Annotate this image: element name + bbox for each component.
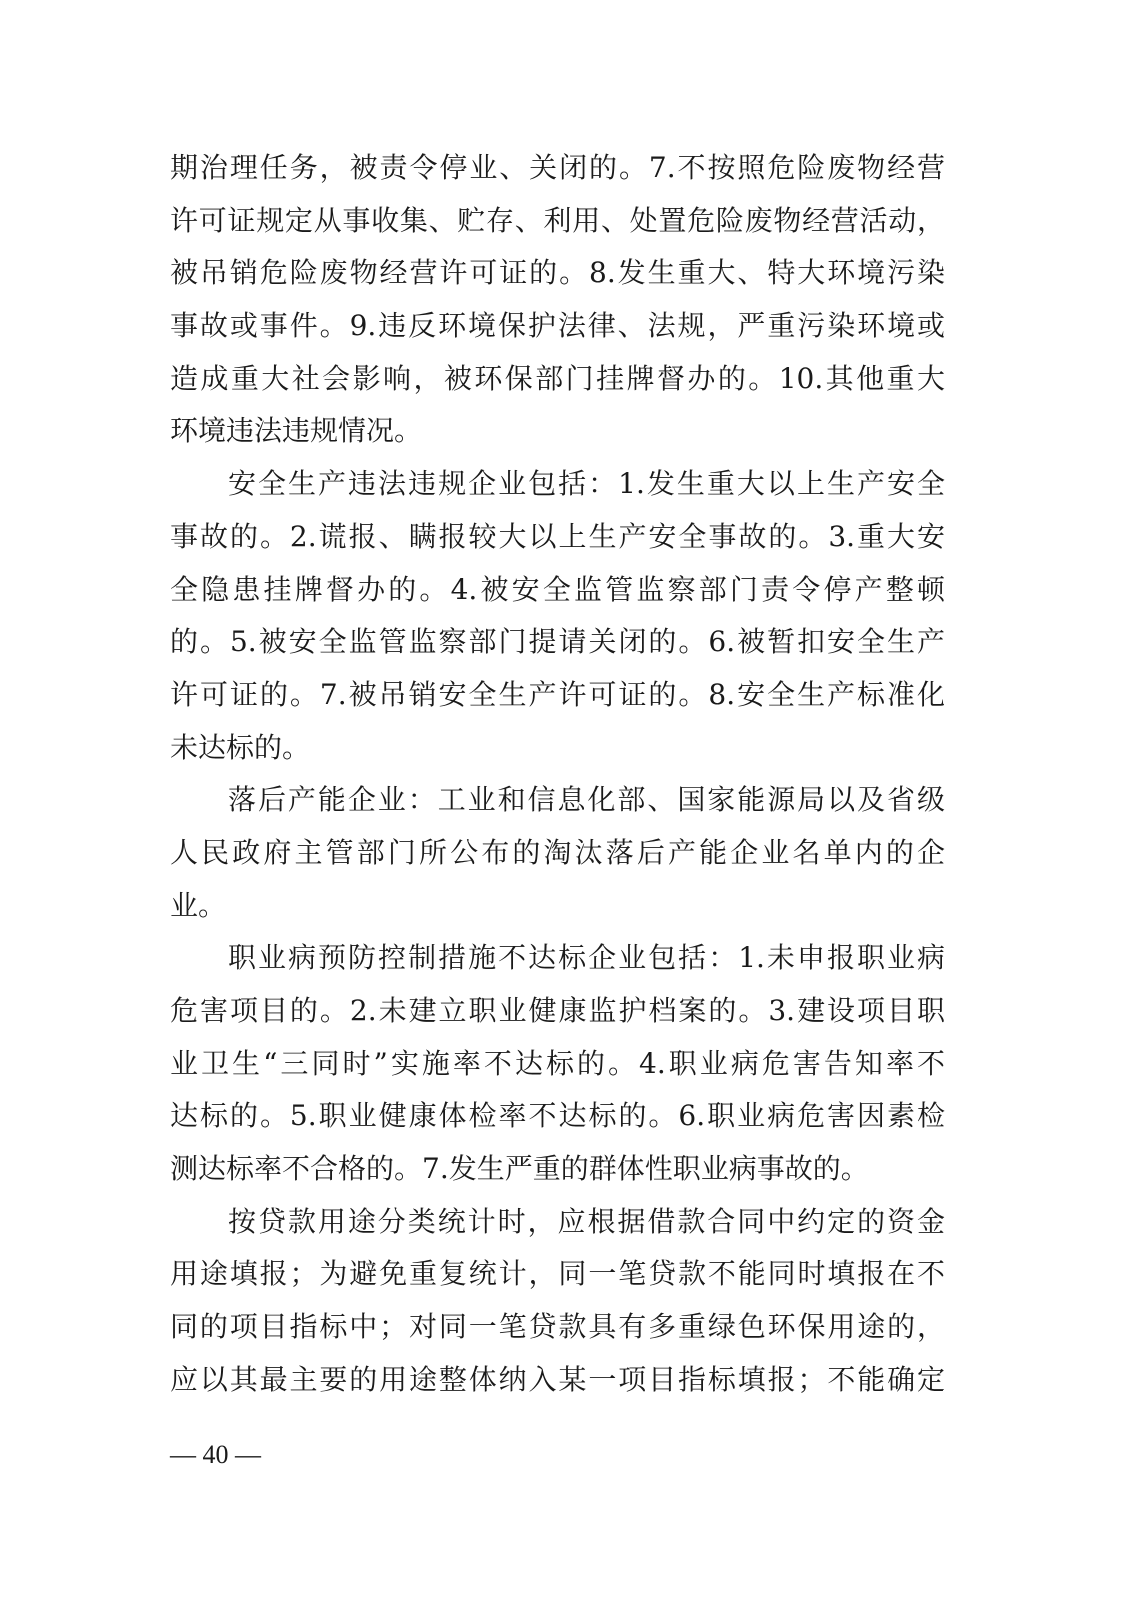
body-text (170, 142, 945, 1407)
text-line: 事故或事件。9.违反环境保护法律、法规，严重污染环境或 (170, 309, 945, 343)
text-line: 未达标的。 (170, 730, 311, 764)
text-line: 安全生产违法违规企业包括：1.发生重大以上生产安全 (228, 467, 945, 501)
text-line: 人民政府主管部门所公布的淘汰落后产能企业名单内的企 (170, 835, 945, 869)
page-number: — 40 — (170, 1440, 261, 1469)
text-line: 许可证的。7.被吊销安全生产许可证的。8.安全生产标准化 (170, 677, 945, 711)
text-line: 职业病预防控制措施不达标企业包括：1.未申报职业病 (228, 941, 945, 975)
text-line: 造成重大社会影响，被环保部门挂牌督办的。10.其他重大 (170, 361, 945, 395)
text-line: 事故的。2.谎报、瞒报较大以上生产安全事故的。3.重大安 (170, 519, 945, 553)
text-line: 同的项目指标中；对同一笔贷款具有多重绿色环保用途的， (170, 1310, 945, 1344)
text-line: 期治理任务，被责令停业、关闭的。7.不按照危险废物经营 (170, 151, 945, 184)
text-line: 达标的。5.职业健康体检率不达标的。6.职业病危害因素检 (170, 1099, 945, 1133)
text-line: 按贷款用途分类统计时，应根据借款合同中约定的资金 (228, 1204, 945, 1238)
text-line: 应以其最主要的用途整体纳入某一项目指标填报；不能确定 (170, 1362, 945, 1396)
text-line: 被吊销危险废物经营许可证的。8.发生重大、特大环境污染 (170, 256, 945, 290)
text-line: 业。 (170, 888, 227, 922)
text-line: 危害项目的。2.未建立职业健康监护档案的。3.建设项目职 (170, 994, 945, 1027)
text-line: 的。5.被安全监管监察部门提请关闭的。6.被暂扣安全生产 (170, 625, 945, 659)
text-line: 测达标率不合格的。7.发生严重的群体性职业病事故的。 (170, 1152, 869, 1186)
text-line: 落后产能企业：工业和信息化部、国家能源局以及省级 (228, 783, 945, 817)
text-line: 环境违法违规情况。 (170, 414, 423, 448)
text-line: 许可证规定从事收集、贮存、利用、处置危险废物经营活动， (170, 203, 945, 237)
text-line: 业卫生“三同时”实施率不达标的。4.职业病危害告知率不 (170, 1046, 945, 1080)
text-line: 全隐患挂牌督办的。4.被安全监管监察部门责令停产整顿 (170, 572, 945, 606)
text-line: 用途填报；为避免重复统计，同一笔贷款不能同时填报在不 (170, 1257, 945, 1291)
